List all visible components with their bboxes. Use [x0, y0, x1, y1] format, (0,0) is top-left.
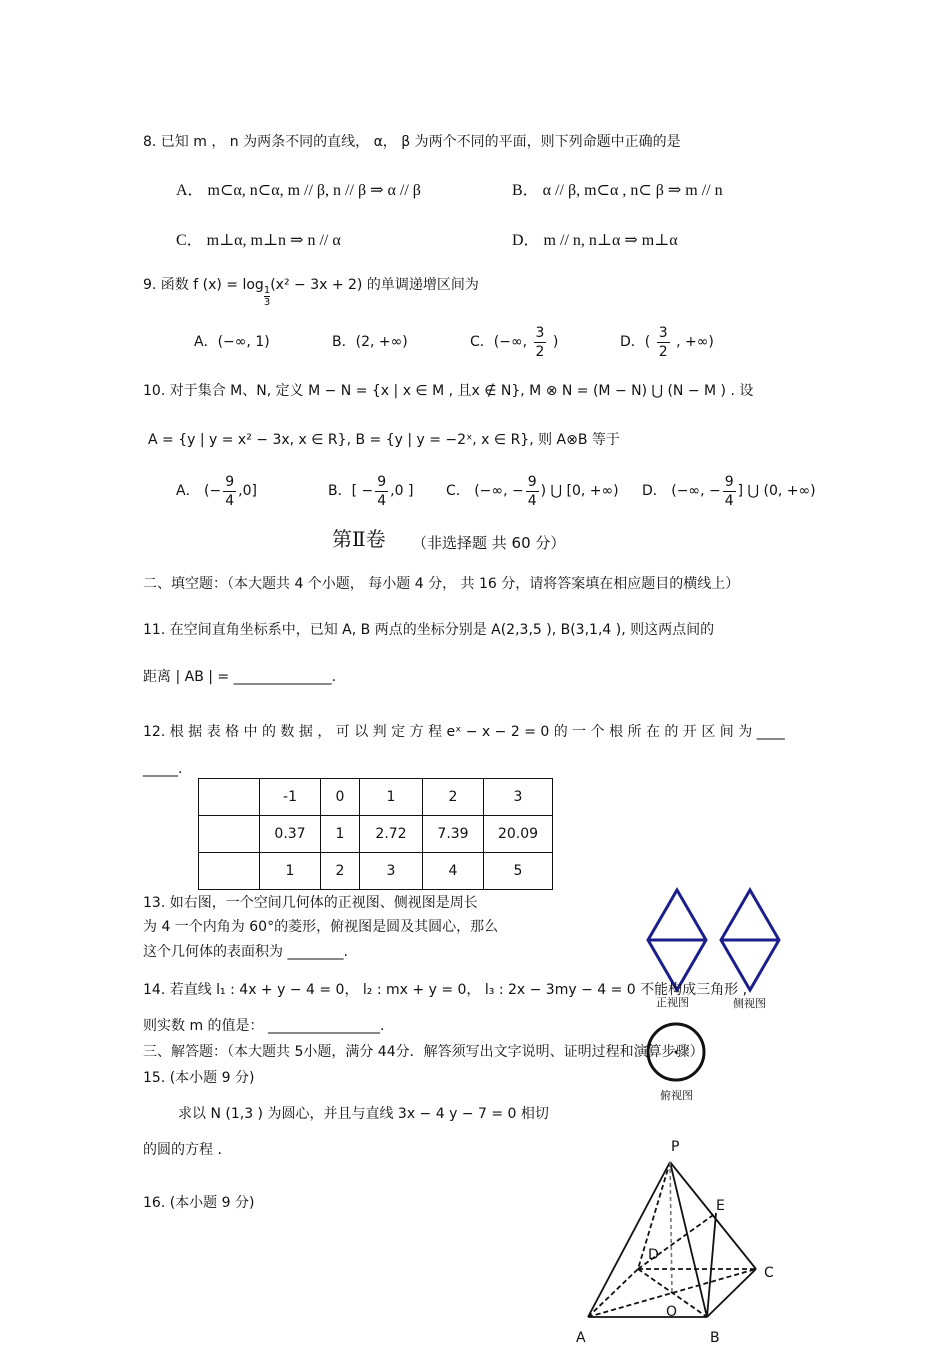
q9-stem: [143, 276, 479, 308]
front-view-rhombus: [648, 890, 706, 990]
table-cell: 1: [360, 779, 423, 816]
q10-a-num: 9: [225, 473, 235, 490]
q10-b-num: 9: [377, 473, 387, 490]
table-row: [199, 853, 553, 890]
q14-line1: 14. 若直线 l₁ : 4x + y − 4 = 0， l₂ : mx + y = 0， l₃ : 2x − 3my − 4 = 0 不能构成三角形 ,: [143, 982, 748, 998]
q15-line1: 求以 N (1,3 ) 为圆心，并且与直线 3x − 4 y − 7 = 0 相切: [178, 1106, 549, 1122]
vertex-c-label: C: [764, 1265, 774, 1281]
q9-stem-post: (x² − 3x + 2) 的单调递增区间为: [270, 277, 479, 293]
q10-c-pre: C． (−∞, −: [446, 483, 524, 499]
q11-line1: 11. 在空间直角坐标系中，已知 A, B 两点的坐标分别是 A(2,3,5 ), B(3,1,4 ), 则这两点间的: [143, 622, 715, 638]
q10-d-num: 9: [724, 473, 734, 490]
q9-c-den: 2: [535, 343, 545, 360]
q10-d-pre: D． (−∞, −: [642, 483, 721, 499]
q13-line2: 为 4 一个内角为 60°的菱形，俯视图是圆及其圆心，那么: [143, 919, 499, 935]
q11-line2: 距离 | AB | = ______________.: [143, 669, 337, 685]
vertex-a-label: A: [576, 1330, 586, 1346]
q9-c-pre: C．(−∞,: [470, 334, 528, 350]
q9-log-base-den: 3: [263, 297, 271, 308]
q10-option-b: [328, 471, 413, 511]
table-row: [199, 779, 553, 816]
q10-c-den: 4: [527, 492, 537, 509]
point-e-label: E: [716, 1198, 725, 1214]
q13-line3: 这个几何体的表面积为 ________.: [143, 944, 348, 960]
top-view-label: 俯视图: [660, 1089, 693, 1102]
table-cell: 0.37: [260, 816, 321, 853]
front-view-label: 正视图: [656, 996, 689, 1009]
q10-option-a: [176, 471, 257, 511]
vertex-b-label: B: [710, 1330, 720, 1346]
q9-d-den: 2: [658, 343, 668, 360]
table-cell: 2: [423, 779, 484, 816]
table-cell: 0: [321, 779, 360, 816]
table-cell: 2.72: [360, 816, 423, 853]
point-o-label: O: [666, 1304, 678, 1320]
table-cell: [199, 816, 260, 853]
q10-d-den: 4: [724, 492, 734, 509]
q10-d-post: ] ⋃ (0, +∞): [737, 483, 816, 499]
q9-d-num: 3: [658, 324, 668, 341]
q10-b-den: 4: [377, 492, 387, 509]
edge-bc: [707, 1269, 756, 1317]
q10-line2: A = {y | y = x² − 3x, x ∈ R}, B = {y | y = −2ˣ, x ∈ R}, 则 A⊗B 等于: [148, 432, 620, 448]
q9-d-pre: D．(: [620, 334, 651, 350]
section3-instructions: 三、解答题：（本大题共 5小题，满分 44分．解答须写出文字说明、证明过程和演算步骤）: [143, 1044, 704, 1060]
table-cell: 2: [321, 853, 360, 890]
q9-option-d: [620, 322, 714, 362]
table-cell: 7.39: [423, 816, 484, 853]
q8-option-d: D． m // n, n⊥α ⇒ m⊥α: [512, 232, 678, 249]
q12-line1: 12. 根 据 表 格 中 的 数 据 ， 可 以 判 定 方 程 eˣ − x − 2 = 0 的 一 个 根 所 在 的 开 区 间 为 ____: [143, 724, 785, 740]
value-table: [198, 778, 553, 890]
q15-heading: 15. (本小题 9 分): [143, 1070, 255, 1086]
q8-stem: 8. 已知 m ， n 为两条不同的直线， α， β 为两个不同的平面，则下列命题中正确的是: [143, 134, 681, 150]
q9-c-post: ): [552, 334, 559, 350]
table-cell: 1: [260, 853, 321, 890]
vertex-p-label: P: [671, 1139, 680, 1155]
q8-option-b: B． α // β, m⊂α , n⊂ β ⇒ m // n: [512, 182, 723, 199]
q13-line1: 13. 如右图，一个空间几何体的正视图、侧视图是周长: [143, 895, 478, 911]
q10-a-pre: A． (−: [176, 483, 222, 499]
q14-line2: 则实数 m 的值是： ________________.: [143, 1018, 385, 1034]
table-cell: 4: [423, 853, 484, 890]
edge-pa: [588, 1162, 670, 1317]
side-view-label: 侧视图: [733, 997, 766, 1010]
q10-option-d: [642, 471, 816, 511]
pyramid-figure: [580, 1150, 780, 1330]
table-cell: -1: [260, 779, 321, 816]
table-cell: 3: [484, 779, 553, 816]
q12-line2: _____.: [143, 761, 183, 777]
segment-po: [670, 1162, 672, 1293]
table-cell: 20.09: [484, 816, 553, 853]
q9-d-post: , +∞): [676, 334, 714, 350]
q15-line2: 的圆的方程 .: [143, 1142, 222, 1158]
q9-option-a: A．(−∞, 1): [194, 334, 270, 350]
q16-heading: 16. (本小题 9 分): [143, 1195, 255, 1211]
vertex-d-label: D: [648, 1247, 659, 1263]
q10-b-post: ,0 ]: [390, 483, 414, 499]
table-row: [199, 816, 553, 853]
q9-option-c: [470, 322, 558, 362]
q9-log-base-num: 1: [263, 285, 271, 296]
q9-stem-pre: 9. 函数 f (x) = log: [143, 277, 264, 293]
segment-eb: [707, 1213, 716, 1317]
q10-line1: 10. 对于集合 M、N, 定义 M − N = {x | x ∈ M , 且x ∉ N}, M ⊗ N = (M − N) ⋃ (N − M ) . 设: [143, 383, 754, 399]
q10-c-post: ) ⋃ [0, +∞): [540, 483, 619, 499]
q8-option-a: A． m⊂α, n⊂α, m // β, n // β ⇒ α // β: [176, 182, 421, 199]
table-cell: [199, 779, 260, 816]
q10-a-den: 4: [225, 492, 235, 509]
q9-option-b: B．(2, +∞): [332, 334, 408, 350]
q9-c-num: 3: [535, 324, 545, 341]
section2-instructions: 二、填空题：（本大题共 4 个小题， 每小题 4 分， 共 16 分，请将答案填在相应题目的横线上）: [143, 576, 740, 592]
section2-title: 第Ⅱ卷: [332, 527, 386, 551]
q10-c-num: 9: [527, 473, 537, 490]
table-cell: 5: [484, 853, 553, 890]
table-cell: [199, 853, 260, 890]
q10-option-c: [446, 471, 619, 511]
table-cell: 1: [321, 816, 360, 853]
q10-a-post: ,0]: [238, 483, 257, 499]
table-cell: 3: [360, 853, 423, 890]
q10-b-pre: B．[ −: [328, 483, 374, 499]
q8-option-c: C． m⊥α, m⊥n ⇒ n // α: [176, 232, 341, 249]
side-view-rhombus: [721, 890, 779, 990]
section2-subtitle: （非选择题 共 60 分）: [412, 534, 566, 552]
